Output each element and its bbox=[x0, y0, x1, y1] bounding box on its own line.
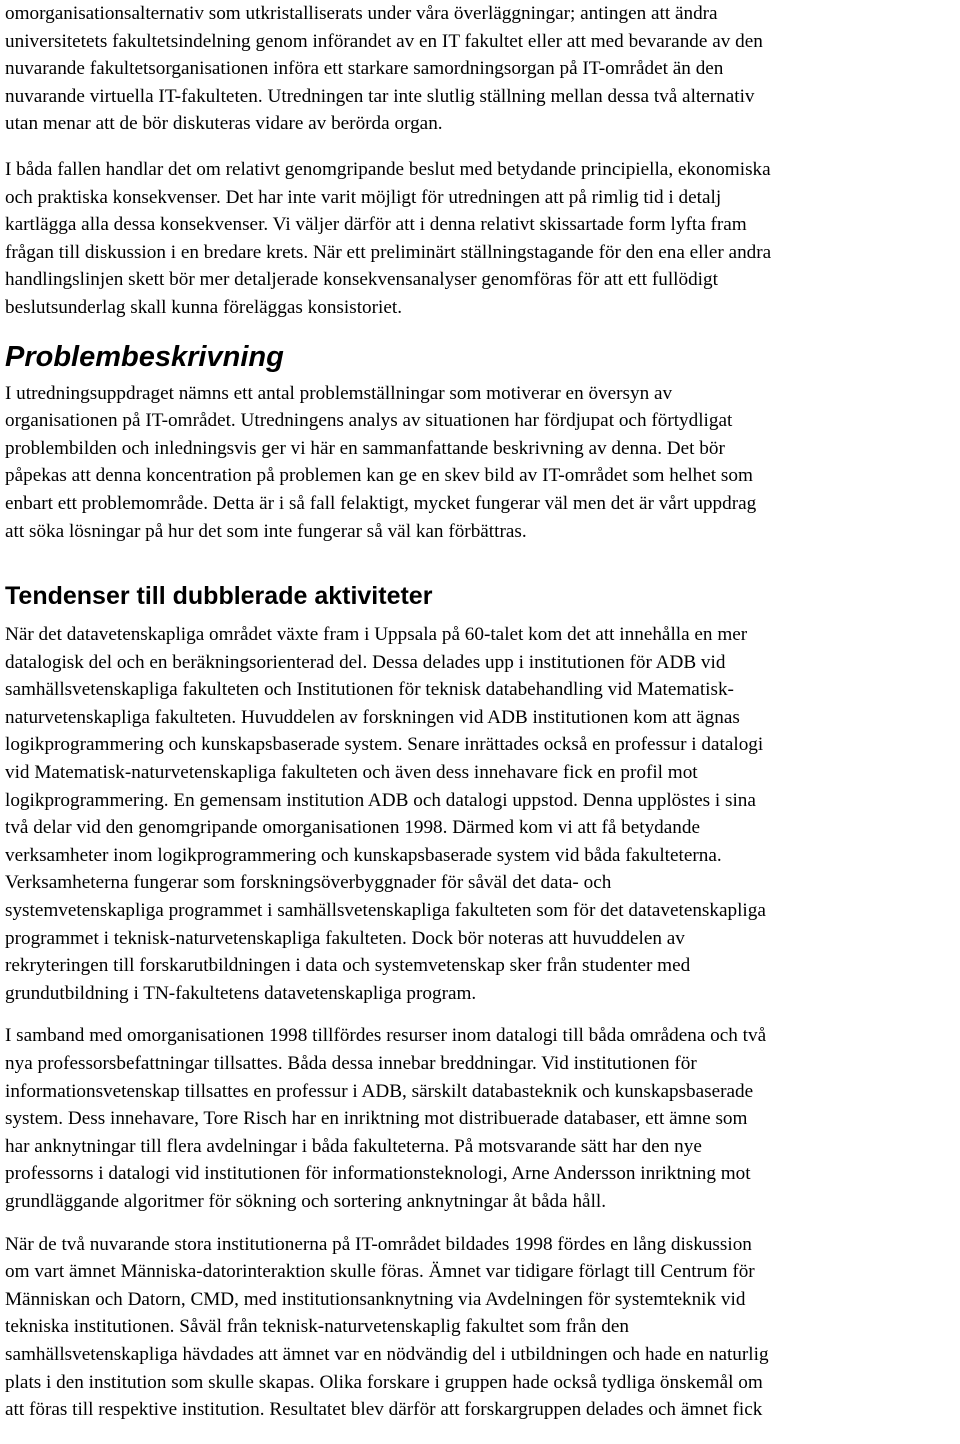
text-line: har anknytningar till flera avdelningar i båda fakulteterna. På motsvarande sätt har den nye bbox=[5, 1135, 702, 1157]
text-line: samhällsvetenskapliga hävdades att ämnet var en nödvändig del i utbildningen och hade en naturlig bbox=[5, 1343, 769, 1365]
text-line: logikprogrammering och kunskapsbaserade system. Senare inrättades också en professur i datalogi bbox=[5, 734, 764, 756]
text-line: samhällsvetenskapliga fakulteten och Institutionen för teknisk databehandling vid Matematisk- bbox=[5, 679, 734, 701]
text-line: om vart ämnet Människa-datorinteraktion skulle föras. Ämnet var tidigare förlagt till Centrum för bbox=[5, 1261, 755, 1283]
text-line: tekniska institutionen. Såväl från teknisk-naturvetenskaplig fakultet som från den bbox=[5, 1316, 629, 1338]
text-line: frågan till diskussion i en bredare krets. När ett preliminärt ställningstagande för den ena eller andra bbox=[5, 241, 772, 263]
text-line: Verksamheterna fungerar som forskningsöverbyggnader för såväl det data- och bbox=[5, 872, 612, 894]
text-line: När de två nuvarande stora institutionerna på IT-området bildades 1998 fördes en lång diskussion bbox=[5, 1233, 752, 1255]
text-line: naturvetenskapliga fakulteten. Huvuddelen av forskningen vid ADB institutionen kom att ägnas bbox=[5, 706, 740, 728]
text-line: grundutbildning i TN-fakultetens datavetenskapliga program. bbox=[5, 982, 477, 1004]
text-line: verksamheter inom logikprogrammering och kunskapsbaserade system vid båda fakulteterna. bbox=[5, 844, 722, 866]
text-line: informationsvetenskap tillsattes en professur i ADB, särskilt databasteknik och kunskapsbaserade bbox=[5, 1080, 754, 1102]
text-line: enbart ett problemområde. Detta är i så fall felaktigt, mycket fungerar väl men det är vårt uppdrag bbox=[5, 492, 757, 514]
text-line: att söka lösningar på hur det som inte fungerar så väl kan förbättras. bbox=[5, 520, 527, 542]
text-line: nuvarande fakultetsorganisationen införa ett starkare samordningsorgan på IT-området än den bbox=[5, 58, 724, 80]
text-line: beslutsunderlag skall kunna föreläggas konsistoriet. bbox=[5, 296, 402, 318]
text-line: påpekas att denna koncentration på problemen kan ge en skev bild av IT-området som helhet som bbox=[5, 465, 753, 487]
text-line: handlingslinjen skett bör mer detaljerade konsekvensanalyser genomföras för att ett fullödigt bbox=[5, 269, 718, 291]
text-line: plats i den institution som skulle skapas. Olika forskare i gruppen hade också tydliga önskemål om bbox=[5, 1371, 763, 1393]
text-line: omorganisationsalternativ som utkristalliserats under våra överläggningar; antingen att ändra bbox=[5, 3, 718, 24]
text-line: grundläggande algoritmer för sökning och sortering anknytningar åt båda håll. bbox=[5, 1190, 607, 1212]
text-line: kartlägga alla dessa konsekvenser. Vi väljer därför att i denna relativt skissartade form lyfta fram bbox=[5, 214, 747, 236]
text-line: vid Matematisk-naturvetenskapliga fakulteten och även dess innehavare fick en profil mot bbox=[5, 762, 698, 784]
text-line: rekryteringen till forskarutbildningen i data och systemvetenskap sker från studenter med bbox=[5, 955, 691, 977]
text-line: utan menar att de bör diskuteras vidare av berörda organ. bbox=[5, 113, 443, 135]
text-line: organisationen på IT-området. Utredningens analys av situationen har fördjupat och förtydligat bbox=[5, 410, 733, 432]
text-line: I samband med omorganisationen 1998 tillfördes resurser inom datalogi till båda områdena och två bbox=[5, 1025, 767, 1047]
section-heading-problembeskrivning: Problembeskrivning bbox=[5, 340, 284, 373]
text-line: Människan och Datorn, CMD, med institutionsanknytning via Avdelningen för systemteknik vid bbox=[5, 1288, 746, 1310]
text-line: I båda fallen handlar det om relativt genomgripande beslut med betydande principiella, ekonomiska bbox=[5, 158, 771, 180]
text-line: I utredningsuppdraget nämns ett antal problemställningar som motiverar en översyn av bbox=[5, 382, 673, 404]
paragraph-intro-1 bbox=[5, 0, 955, 138]
text-line: professorns i datalogi vid institutionen för informationsteknologi, Arne Andersson inriktning mot bbox=[5, 1163, 751, 1185]
paragraph-tendenser-3 bbox=[5, 1231, 955, 1424]
text-line: systemvetenskapliga programmet i samhällsvetenskapliga fakulteten som för det datavetenskapliga bbox=[5, 900, 766, 922]
text-line: och praktiska konsekvenser. Det har inte varit möjligt för utredningen att på rimlig tid i detalj bbox=[5, 186, 722, 208]
text-line: system. Dess innehavare, Tore Risch har en inriktning mot distribuerade databaser, ett ämne som bbox=[5, 1108, 748, 1130]
text-line: datalogisk del och en beräkningsorienterad del. Dessa delades upp i institutionen för ADB vid bbox=[5, 651, 726, 673]
text-line: problembilden och inledningsvis ger vi här en sammanfattande beskrivning av denna. Det bör bbox=[5, 437, 725, 459]
paragraph-tendenser-2 bbox=[5, 1022, 955, 1215]
paragraph-tendenser-1 bbox=[5, 621, 955, 1007]
document-page bbox=[5, 0, 955, 1424]
text-line: logikprogrammering. En gemensam institution ADB och datalogi uppstod. Denna upplöstes i sina bbox=[5, 789, 756, 811]
text-line: att föras till respektive institution. Resultatet blev därför att forskargruppen delades och ämnet fick bbox=[5, 1399, 763, 1421]
text-line: När det datavetenskapliga området växte fram i Uppsala på 60-talet kom det att innehålla en mer bbox=[5, 624, 748, 646]
text-line: universitetets fakultetsindelning genom införandet av en IT fakultet eller att med bevarande av den bbox=[5, 30, 763, 52]
paragraph-problem-1 bbox=[5, 380, 955, 546]
text-line: nuvarande virtuella IT-fakulteten. Utredningen tar inte slutlig ställning mellan dessa två alternativ bbox=[5, 85, 755, 107]
section-heading-tendenser: Tendenser till dubblerade aktiviteter bbox=[5, 582, 433, 611]
text-line: nya professorsbefattningar tillsattes. Båda dessa innebar breddningar. Vid institutionen för bbox=[5, 1053, 697, 1074]
paragraph-intro-2 bbox=[5, 156, 955, 322]
text-line: två delar vid den genomgripande omorganisationen 1998. Därmed kom vi att få betydande bbox=[5, 817, 700, 839]
text-line: programmet i teknisk-naturvetenskapliga fakulteten. Dock bör noteras att huvuddelen av bbox=[5, 927, 685, 949]
